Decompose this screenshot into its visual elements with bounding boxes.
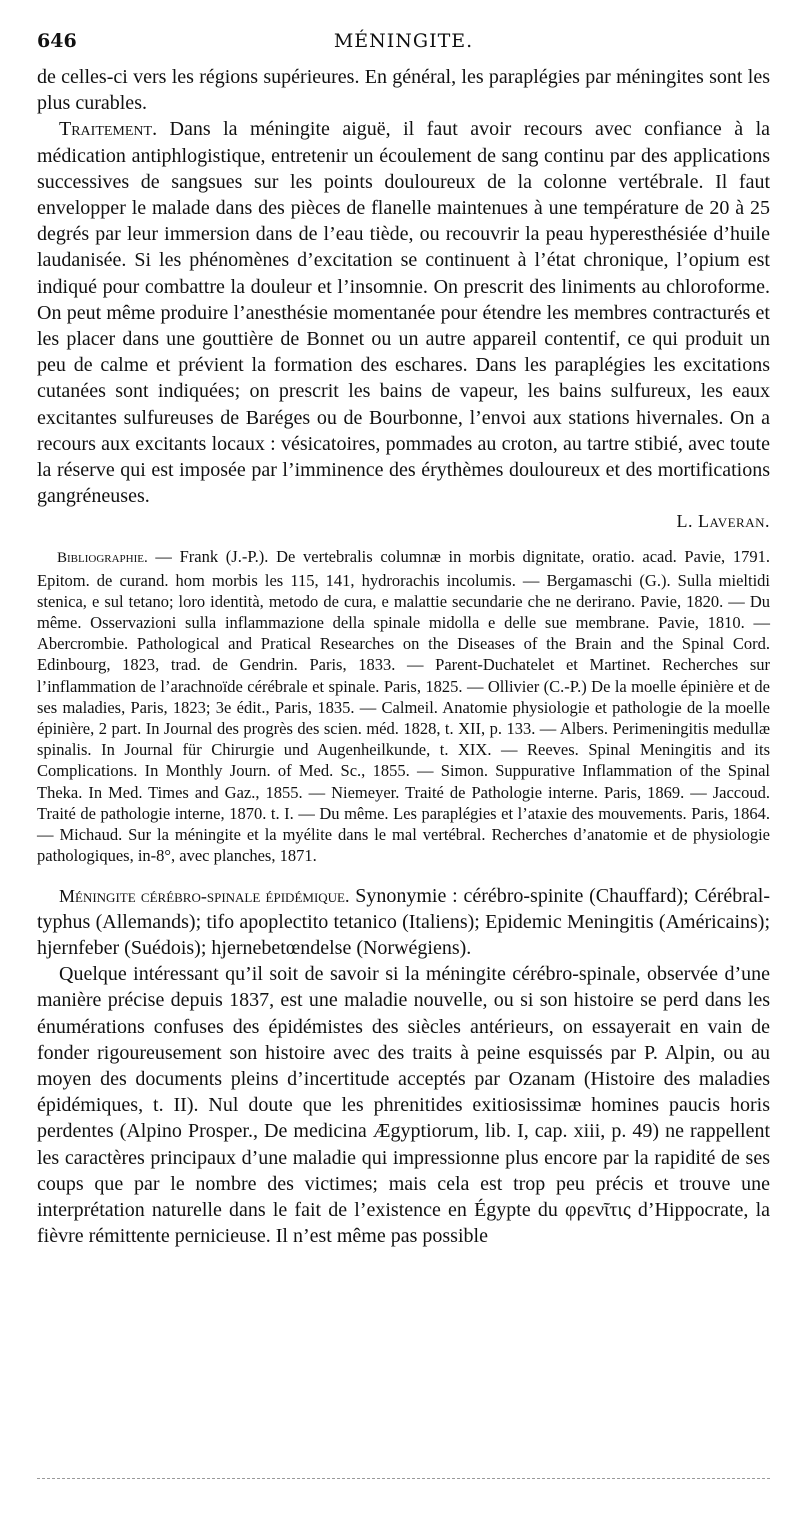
traitement-label: Traitement. bbox=[59, 118, 158, 141]
section-paragraph: Quelque intéressant qu’il soit de savoir si la méningite cérébro-spinale, observée d’une manière précise depuis 1837, est une maladie nouvelle, ou si son histoire se perd dans les énumérations confuses des épidémistes des siècles antérieurs, on essayerait en vain de fonder rigoureusement son histoire avec des traits à peine esquissés par P. Alpin, ou au moyen des documents pleins d’incertitude acceptés par Ozanam (Histoire des maladies épidémiques, t. II). Nul doute que les phrenitides exitiosissimæ homines paucis horis perdentes (Alpino Prosper., De medicina Ægyptiorum, lib. I, cap. xiii, p. 49) ne rappellent les caractères principaux d’une maladie qui impressionne plus encore par la rapidité de ses coups que par le nombre des victimes; mais cela est trop peu précis et trouve une interprétation naturelle dans le fait de l’existence en Égypte du φρενῖτις d’Hippocrate, la fièvre rémittente pernicieuse. Il n’est même pas possible bbox=[37, 963, 770, 1248]
intro-paragraph: de celles-ci vers les régions supérieures. En général, les paraplégies par méningites sont les plus curables. bbox=[37, 66, 770, 115]
traitement-text: Dans la méningite aiguë, il faut avoir recours avec confiance à la médication antiphlogistique, entretenir un écoulement de sang continu par des applications successives de sangsues sur les points douloureux de la colonne vertébrale. Il faut envelopper le malade dans des pièces de flanelle maintenues à une température de 20 à 25 degrés par leur immersion dans de l’eau tiède, ou recouvrir la peau hyperesthésiée d’huile laudanisée. Si les phénomènes d’excitation se continuent à l’état chronique, l’opium est indiqué pour combattre la douleur et l’insomnie. On prescrit des liniments au chloroforme. On peut même produire l’anesthésie momentanée pour étendre les membres contracturés et les placer dans une gouttière de Bonnet ou un autre appareil contentif, ce qui produit un peu de calme et prévient la formation des eschares. Dans les paraplégies les excitations cutanées sont indiquées; on prescrit les bains de vapeur, les bains sulfureux, les eaux excitantes sulfureuses de Baréges ou de Bourbonne, l’envoi aux stations hivernales. On a recours aux excitants locaux : vésicatoires, pommades au croton, au tartre stibié, avec toute la réserve qui est imposée par l’imminence des érythèmes douloureux et des mortifications gangréneuses. bbox=[37, 118, 770, 508]
synonymie-text: Synonymie : cérébro-spinite (Chauffard); Cérébral-typhus (Allemands); tifo apoplectito tetanico (Italiens); Epidemic Meningitis (Américains); hjernfeber (Suédois); hjernebetœndelse (Norwégiens). bbox=[37, 884, 770, 959]
section-heading: Méningite cérébro-spinale épidémique. bbox=[59, 885, 350, 906]
section-meningite-epidemique bbox=[37, 883, 770, 1250]
footer-divider bbox=[37, 1478, 770, 1479]
bibliography-text: — Frank (J.-P.). De vertebralis columnæ in morbis dignitate, oratio. acad. Pavie, 1791. Epitom. de curand. hom morbis les 115, 141, hydrorachis incolumis. — Bergamaschi (G.). Sulla mieltidi stenica, e sul tetano; loro identità, metodo de cura, e malattie secundarie che ne derirano. Pavie, 1820. — Du même. Osservazioni sulla inflammazione della spinale midolla e delle sue membrane. Pavie, 1810. — Abercrombie. Pathological and Pratical Researches on the Diseases of the Brain and the Spinal Cord. Edinbourg, 1823, trad. de Gendrin. Paris, 1833. — Parent-Duchatelet et Martinet. Recherches sur l’inflammation de l’arachnoïde cérébrale et spinale. Paris, 1825. — Ollivier (C.-P.) De la moelle épinière et de ses maladies, Paris, 1823; 3e édit., Paris, 1835. — Calmeil. Anatomie physiologie et pathologie de la moelle épinière, 2 part. In Journal des progrès des scien. méd. 1828, t. XII, p. 133. — Albers. Perimeningitis medullæ spinalis. In Journal für Chirurgie und Augenheilkunde, t. XIX. — Reeves. Spinal Meningitis and its Complications. In Monthly Journ. of Med. Sc., 1855. — Simon. Suppurative Inflammation of the Spinal Theka. In Med. Times and Gaz., 1855. — Niemeyer. Traité de Pathologie interne. Paris, 1869. — Jaccoud. Traité de pathologie interne, 1870. t. I. — Du même. Les paraplégies et l’ataxie des mouvements. Paris, 1864. — Michaud. Sur la méningite et la myélite dans le mal vertébral. Recherches d’anatomie et de physiologie pathologiques, in-8°, avec planches, 1871. bbox=[37, 547, 770, 866]
running-title: MÉNINGITE. bbox=[333, 30, 474, 52]
bibliography-paragraph bbox=[37, 546, 770, 866]
traitement-paragraph bbox=[37, 116, 770, 509]
main-text bbox=[37, 64, 770, 1249]
author-signature: L. Laveran. bbox=[676, 511, 770, 532]
bibliography-label: Bibliographie. bbox=[57, 550, 148, 567]
page-number: 646 bbox=[37, 30, 77, 52]
section-heading-paragraph bbox=[37, 883, 770, 962]
page-header bbox=[37, 30, 770, 58]
